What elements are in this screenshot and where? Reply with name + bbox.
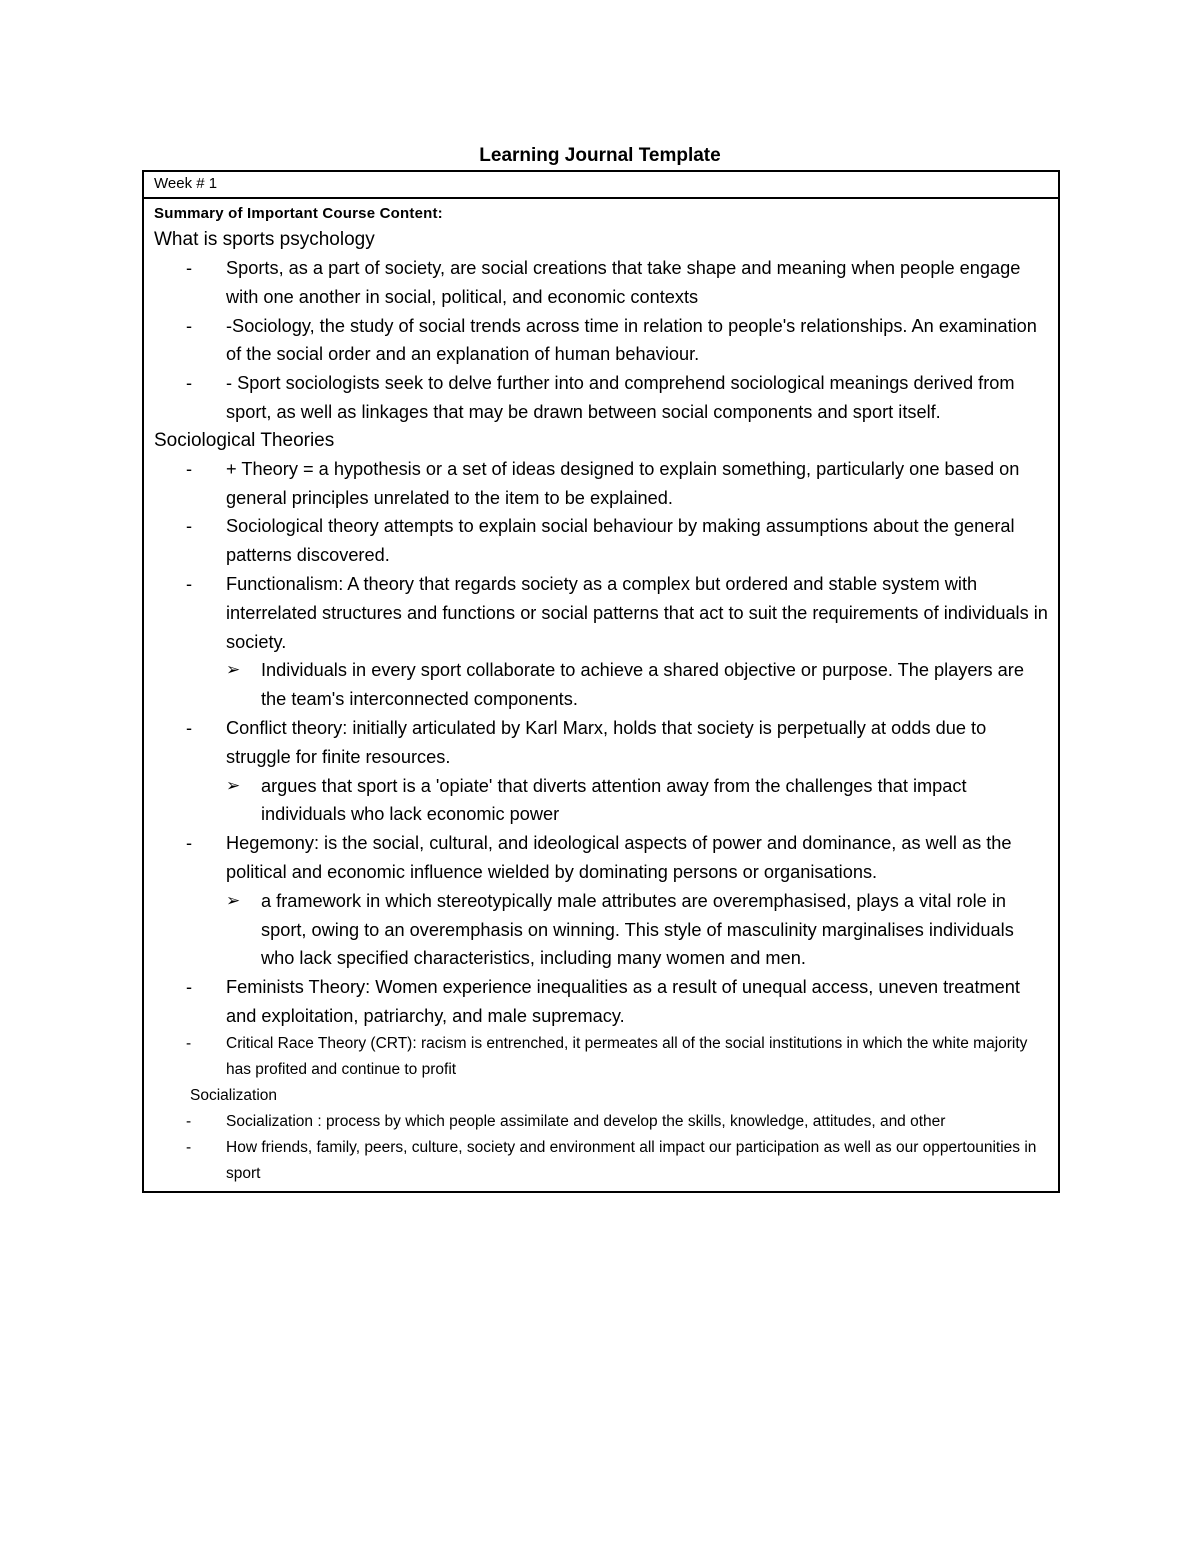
section-heading: Socialization	[190, 1086, 278, 1104]
summary-label: Summary of Important Course Content:	[154, 205, 443, 222]
sub-item-text: argues that sport is a 'opiate' that diverts attention away from the challenges that impact individuals who lack economic power	[261, 775, 967, 825]
list-item-text: Conflict theory: initially articulated by Karl Marx, holds that society is perpetually at odds due to struggle for finite resources.	[226, 717, 987, 767]
week-label: Week # 1	[144, 172, 1058, 199]
list-item	[154, 254, 1048, 312]
list-item-text: Functionalism: A theory that regards society as a complex but ordered and stable system with interrelated structures and functions or social patterns that act to suit the requirements of individuals in society.	[226, 573, 1048, 652]
sub-item	[154, 887, 1048, 973]
sub-item-text: Individuals in every sport collaborate to achieve a shared objective or purpose. The players are the team's interconnected components.	[261, 660, 1024, 710]
bullet-dash: -	[186, 977, 193, 998]
page-title: Learning Journal Template	[479, 145, 721, 166]
list-item	[154, 829, 1048, 887]
list-item-text: How friends, family, peers, culture, society and environment all impact our participation as well as our oppertounities in sport	[226, 1138, 1037, 1182]
list-item-text: + Theory = a hypothesis or a set of ideas designed to explain something, particularly one based on general principles unrelated to the item to be explained.	[226, 458, 1020, 508]
sub-item	[154, 772, 1048, 830]
sub-item-text: a framework in which stereotypically male attributes are overemphasised, plays a vital role in sport, owing to an overemphasis on winning. This style of masculinity marginalises individuals who lack specified characteristics, including many women and men.	[261, 890, 1014, 969]
arrow-bullet-icon: ➢	[226, 890, 241, 910]
arrow-bullet-icon: ➢	[226, 775, 241, 795]
bullet-dash: -	[186, 717, 193, 738]
list-item	[154, 1135, 1048, 1187]
list-item	[154, 714, 1048, 772]
list-item-text: - Sport sociologists seek to delve further into and comprehend sociological meanings derived from sport, as well as linkages that may be drawn between social components and sport itself.	[226, 373, 1015, 422]
list-item	[154, 512, 1048, 570]
bullet-dash: -	[186, 373, 193, 394]
bullet-dash: -	[186, 573, 193, 594]
list-item-text: Feminists Theory: Women experience inequalities as a result of unequal access, uneven treatment and exploitation, patriarchy, and male supremacy.	[226, 977, 1020, 1026]
content-cell	[144, 199, 1058, 1191]
list-item-text: Sports, as a part of society, are social creations that take shape and meaning when people engage with one another in social, political, and economic contexts	[226, 258, 1021, 307]
bullet-dash: -	[186, 1112, 192, 1130]
bullet-dash: -	[186, 315, 193, 336]
bullet-dash: -	[186, 458, 193, 479]
bullet-dash: -	[186, 833, 193, 854]
list-item	[154, 973, 1048, 1031]
list-item-text: Sociological theory attempts to explain social behaviour by making assumptions about the general patterns discovered.	[226, 516, 1015, 566]
section-heading: What is sports psychology	[154, 229, 375, 250]
list-item	[154, 1109, 1048, 1135]
list-item	[154, 312, 1048, 370]
list-item-text: Socialization : process by which people assimilate and develop the skills, knowledge, attitudes, and other	[226, 1112, 946, 1130]
list-item-text: Hegemony: is the social, cultural, and ideological aspects of power and dominance, as well as the political and economic influence wielded by dominating persons or organisations.	[226, 833, 1012, 882]
list-item	[154, 455, 1048, 513]
list-item	[154, 1031, 1048, 1083]
list-item	[154, 369, 1048, 427]
bullet-dash: -	[186, 1034, 192, 1052]
list-item-text: Critical Race Theory (CRT): racism is entrenched, it permeates all of the social institutions in which the white majority has profited and continue to profit	[226, 1034, 1028, 1078]
sub-item	[154, 656, 1048, 714]
arrow-bullet-icon: ➢	[226, 660, 241, 680]
list-item	[154, 570, 1048, 656]
bullet-dash: -	[186, 516, 193, 537]
section-heading: Sociological Theories	[154, 429, 335, 451]
bullet-dash: -	[186, 1138, 192, 1156]
journal-table	[142, 170, 1060, 1193]
bullet-dash: -	[186, 258, 193, 278]
list-item-text: -Sociology, the study of social trends across time in relation to people's relationships. An examination of the social order and an explanation of human behaviour.	[226, 315, 1037, 365]
